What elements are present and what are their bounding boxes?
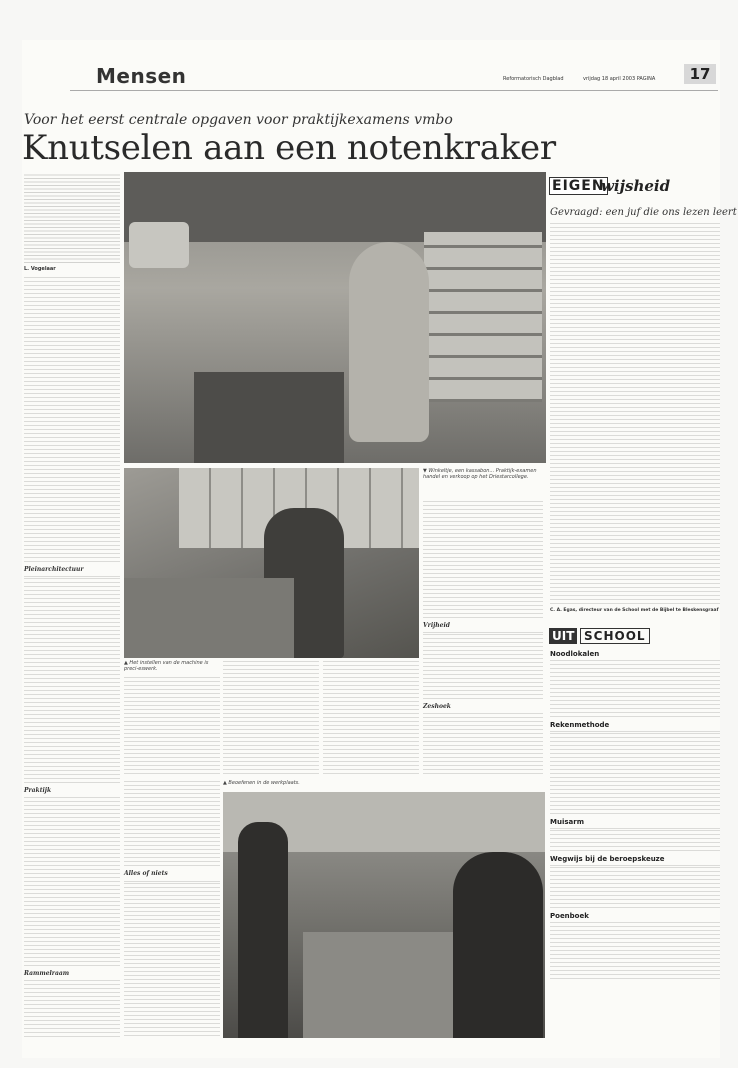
workshop-caption: ▲ Beoefenen in de werkplaats. [223,780,300,786]
noodlokalen-text [550,659,720,719]
byline: L. Vogelaar [24,266,56,272]
lead-paragraph [24,173,120,263]
poenboek-text [550,921,720,981]
column-1-text-c [24,796,120,968]
saleswoman [349,242,429,442]
shelf-display [424,232,542,402]
shop-counter [194,372,344,463]
sidebar-item-rekenmethode: Rekenmethode [550,721,610,729]
sidebar-item-beroepskeuze: Wegwijs bij de beroepskeuze [550,855,665,863]
workshop-photo [223,792,545,1038]
muisarm-text [550,827,720,853]
sidebar-item-poenboek: Poenboek [550,912,589,920]
college-style-sign [129,222,189,268]
subhead-4: Alles of niets [124,870,168,877]
uit-logo: UIT [549,628,577,644]
column-2-text-b [124,880,220,1038]
sidebar-item-muisarm: Muisarm [550,818,584,826]
article-kicker: Voor het eerst centrale opgaven voor praktijkexamens vmbo [24,112,453,128]
rekenmethode-text [550,730,720,816]
column-1-text [24,276,120,564]
subhead-5: Vrijheid [423,622,450,629]
dateline: vrijdag 18 april 2003 PAGINA [583,76,656,82]
beroepskeuze-text [550,864,720,910]
sidebar-title: Gevraagd: een juf die ons lezen leert [550,207,737,218]
subhead-6: Zeshoek [423,703,451,710]
column-1-text-d [24,979,120,1039]
column-4-text [323,660,419,776]
subhead-2: Praktijk [24,787,52,794]
eigen-logo: EIGEN [549,177,608,195]
working-student [453,852,543,1038]
standing-student [238,822,288,1038]
sidebar-item-noodlokalen: Noodlokalen [550,650,600,658]
column-5-text-c [423,712,543,776]
machine-photo [124,468,419,658]
workbench [303,932,453,1038]
column-5-text-b [423,631,543,701]
article-headline: Knutselen aan een notenkraker [22,128,556,168]
page-number: 17 [684,64,716,84]
shop-caption: ▼ Winkeltje, een kassabon... Praktijk-examen handel en verkoop op het Driestarcollege. [423,468,537,480]
section-title: Mensen [96,64,187,88]
subhead-1: Pleinarchitectuur [24,566,84,573]
sidebar-signature: C. A. Egas, directeur van de School met de Bijbel te Bleskensgraaf [550,608,719,613]
column-3-text [223,660,319,776]
machine-caption: ▲ Het instellen van de machine is preci-eswerk. [124,660,209,672]
school-logo: SCHOOL [580,628,650,644]
column-2-text-c [124,780,220,868]
shop-photo [124,172,546,463]
machine [124,578,294,658]
newspaper-name: Reformatorisch Dagblad [503,76,564,82]
column-1-text-b [24,575,120,785]
sidebar-text [550,222,720,606]
column-5-text [423,500,543,620]
wijsheid-logo: wijsheid [601,177,671,195]
subhead-3: Rammelraam [24,970,70,977]
column-2-text [124,676,220,776]
